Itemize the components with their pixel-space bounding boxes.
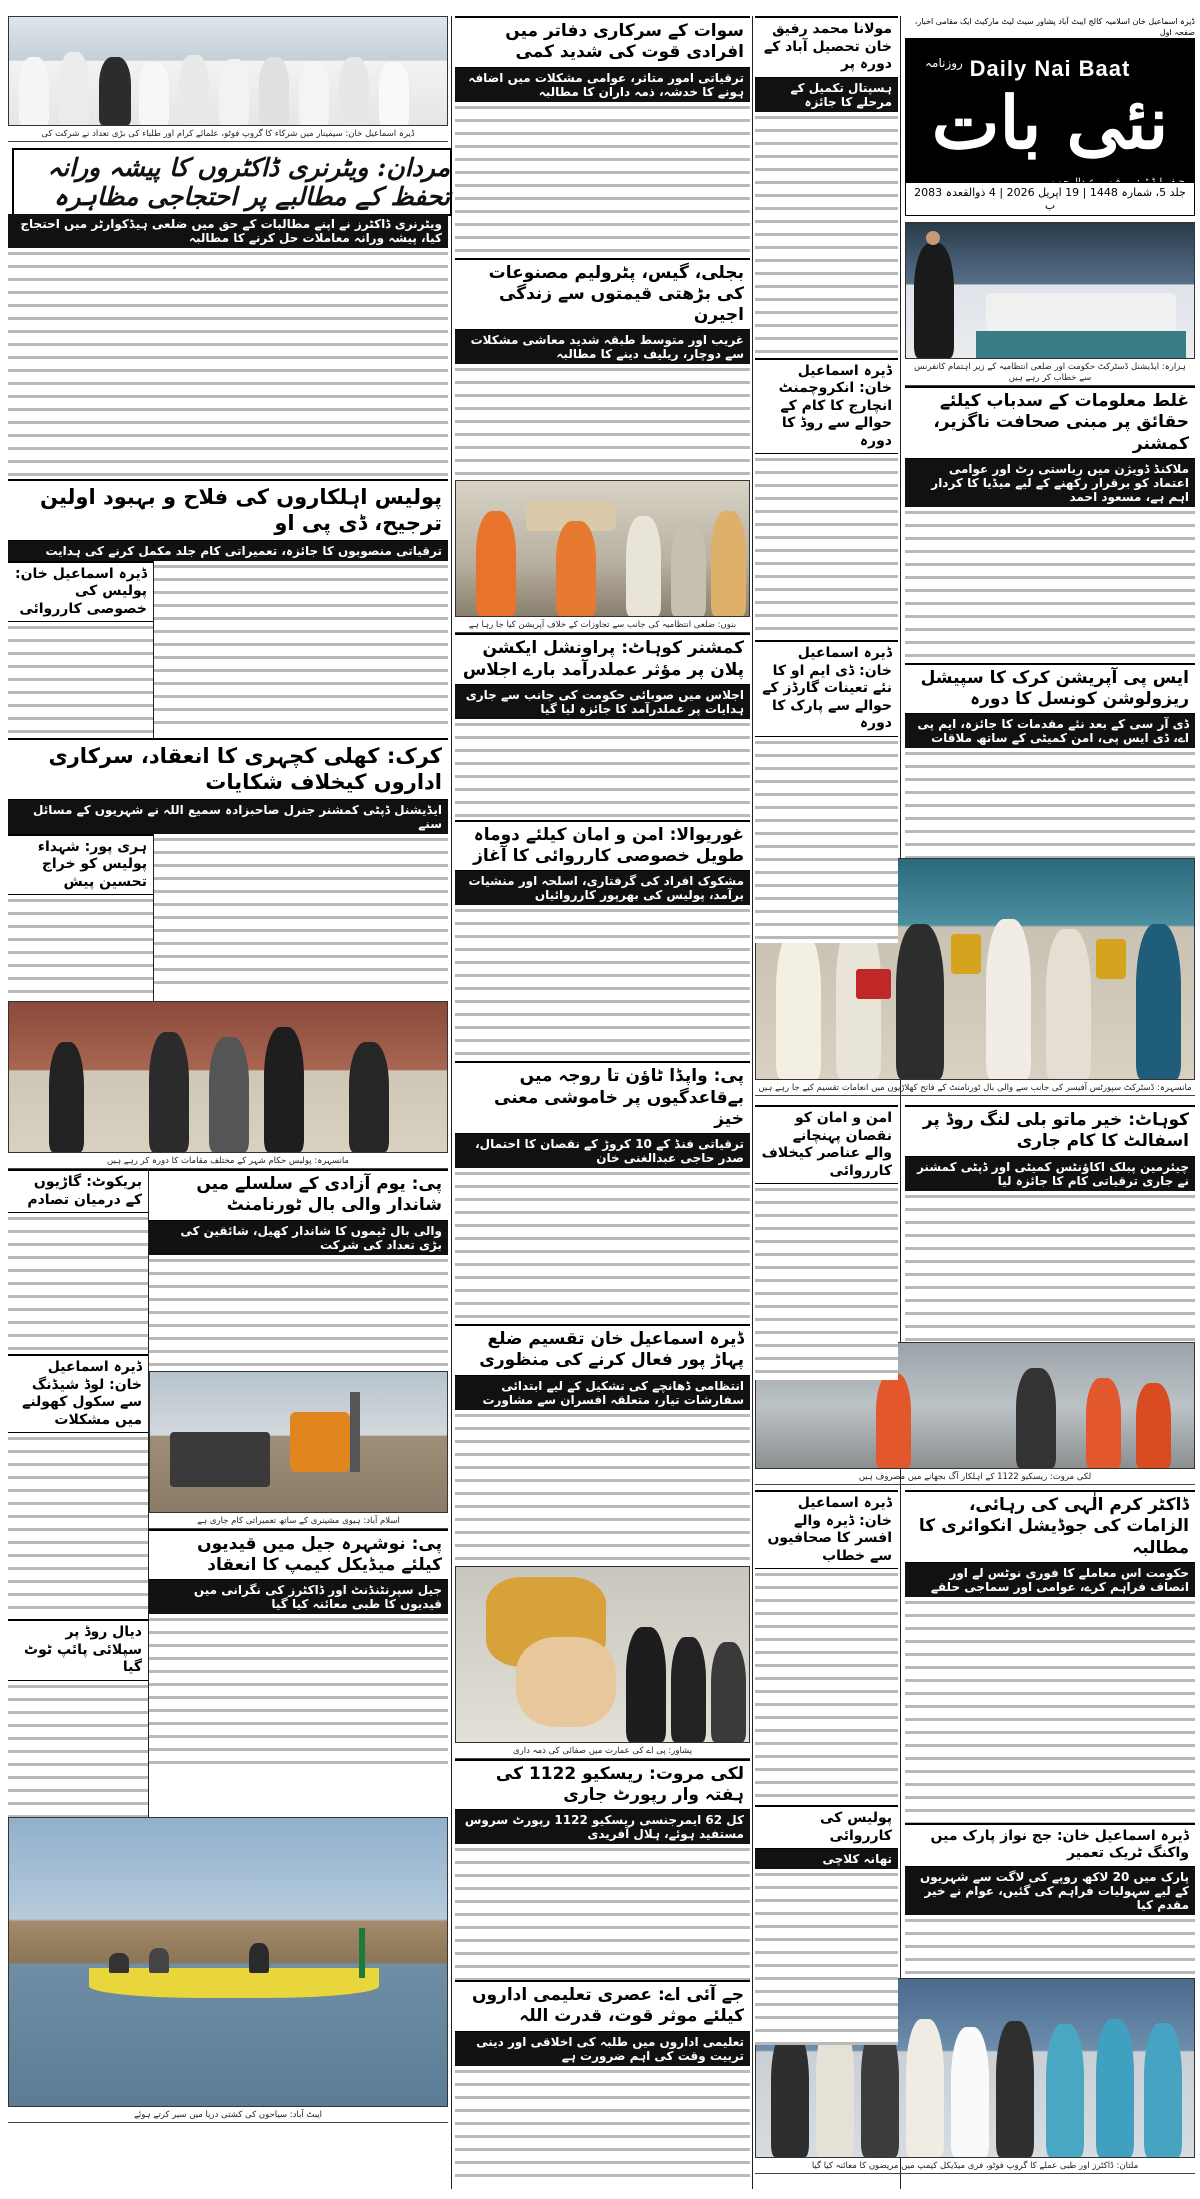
photo-caption: ڈیرہ اسماعیل خان: سیمینار میں شرکاء کا گروپ فوٹو، علمائے کرام اور طلباء کی بڑی تعداد نے شرکت کی [8, 126, 448, 142]
subheadline: ایڈیشنل ڈپٹی کمشنر جنرل صاحبزادہ سمیع اللہ نے شہریوں کے مسائل سنے [8, 800, 448, 834]
headline: ڈیرہ اسماعیل خان تقسیم ضلع پہاڑ پور فعال کرنے کی منظوری [455, 1324, 750, 1376]
photo-caption: مانسہرہ: پولیس حکام شہر کے مختلف مقامات کا دورہ کر رہے ہیں [8, 1153, 448, 1169]
headline: دیال روڈ پر سپلائی پائپ ٹوٹ گیا [8, 1619, 148, 1681]
article-body [455, 1844, 750, 1980]
masthead-top-strip: ڈیرہ اسماعیل خان اسلامیہ کالج ایبٹ آباد پشاور سیٹ لیٹ مارکیٹ ایک مقامی اخبار، صفحہ اول [905, 16, 1195, 39]
article-body [8, 895, 153, 1001]
conference-photo [905, 222, 1195, 359]
photo-caption: اسلام آباد: ہیوی مشینری کے ساتھ تعمیراتی کام جاری ہے [149, 1513, 448, 1529]
column-2 [455, 16, 750, 2189]
subheadline: تھانہ کلاچی [755, 1849, 898, 1869]
subheadline: اجلاس میں صوبائی حکومت کی جانب سے جاری ہدایات پر عملدرآمد کا جائزہ لیا گیا [455, 685, 750, 719]
article-body [755, 1569, 898, 1805]
article-body [905, 1597, 1195, 1823]
article-body [8, 1433, 148, 1619]
headline: کمشنر کوہاٹ: پراونشل ایکشن پلان پر مؤثر عملدرآمد بارے اجلاس [455, 633, 750, 685]
headline: ڈیرہ اسماعیل خان: جج نواز پارک میں واکنگ ٹریک تعمیر [905, 1823, 1195, 1867]
subheadline: ترقیاتی فنڈ کے 10 کروڑ کے نقصان کا احتمال، صدر حاجی عبدالغنی خان [455, 1134, 750, 1168]
sidebar-story [8, 834, 154, 1002]
headline: امن و امان کو نقصان پہنچانے والے عناصر کیخلاف کارروائی [755, 1105, 898, 1184]
subheadline: ملاکنڈ ڈویژن میں ریاستی رٹ اور عوامی اعتماد کو برقرار رکھنے کے لیے میڈیا کا کردار اہم ہے، مسعود احمد [905, 459, 1195, 507]
subheadline: ترقیاتی منصوبوں کا جائزہ، تعمیراتی کام جلد مکمل کرنے کی ہدایت [8, 541, 448, 561]
headline: مولانا محمد رفیق خان تحصیل آباد کے دورہ پر [755, 16, 898, 78]
article-body [455, 1168, 750, 1324]
headline: پولیس کی کارروائی [755, 1805, 898, 1849]
article-body [455, 364, 750, 480]
headline: جے آئی اے: عصری تعلیمی اداروں کیلئے موثر قوت، قدرت اللہ [455, 1980, 750, 2032]
sidebar-stories [8, 1169, 149, 1817]
headline: غوریوالا: امن و امان کیلئے دوماہ طویل خصوصی کارروائی کا آغاز [455, 820, 750, 872]
subheadline: ڈی آر سی کے بعد نئے مقدمات کا جائزہ، ایم پی اے، ڈی ایس پی، امن کمیٹی کے ساتھ ملاقات [905, 714, 1195, 748]
subheadline: چیئرمین پبلک اکاؤنٹس کمیٹی اور ڈپٹی کمشنر نے جاری ترقیاتی کام کا جائزہ لیا [905, 1157, 1195, 1191]
subheadline: ترقیاتی امور متاثر، عوامی مشکلات میں اضافہ ہونے کا خدشہ، ذمہ داران کا مطالبہ [455, 68, 750, 102]
subheadline: مشکوک افراد کی گرفتاری، اسلحہ اور منشیات برآمد، پولیس کی بھرپور کارروائیاں [455, 871, 750, 905]
article-body [455, 2066, 750, 2182]
masthead-name-ur: نئی بات [931, 80, 1169, 165]
story-block [149, 1169, 448, 1817]
article-body [8, 248, 448, 479]
operation-photo [455, 480, 750, 617]
article-body [154, 834, 448, 990]
photo-caption: پشاور: پی اے کی عمارت میں صفائی کی ذمہ داری [455, 1743, 750, 1759]
headline: ڈیرہ اسماعیل خان: پولیس کی خصوصی کارروائی [8, 561, 153, 623]
photo-caption: مانسہرہ: ڈسٹرکٹ سپورٹس آفیسر کی جانب سے والی بال ٹورنامنٹ کے فاتح کھلاڑیوں میں انعامات تقسیم کیے جا رہے ہیں [755, 1080, 1195, 1096]
headline: ڈیرہ اسماعیل خان: ڈی ایم او کا نئے تعینات گارڈز کے حوالے سے پارک کا دورہ [755, 640, 898, 737]
headline: بریکوٹ: گاڑیوں کے درمیان تصادم [8, 1169, 148, 1213]
article-body [455, 1410, 750, 1566]
headline: ہری پور: شہداء پولیس کو خراج تحسین پیش [8, 834, 153, 896]
subheadline: ویٹرنری ڈاکٹرز نے اپنے مطالبات کے حق میں ضلعی ہیڈکوارٹر میں احتجاج کیا، پیشہ ورانہ معاملات حل کرنے کا مطالبہ [8, 214, 448, 248]
subheadline: تعلیمی اداروں میں طلبہ کی اخلاقی اور دینی تربیت وقت کی اہم ضرورت ہے [455, 2032, 750, 2066]
subheadline: ہسپتال تکمیل کے مرحلے کا جائزہ [755, 78, 898, 112]
headline: سوات کے سرکاری دفاتر میں افرادی قوت کی شدید کمی [455, 16, 750, 68]
article-body [455, 102, 750, 258]
article-body [455, 905, 750, 1061]
headline: ڈیرہ اسماعیل خان: ڈیرہ والے افسر کا صحافیوں سے خطاب [755, 1490, 898, 1569]
article-body [755, 112, 898, 358]
subheadline: جیل سپرنٹنڈنٹ اور ڈاکٹرز کی نگرانی میں قیدیوں کا طبی معائنہ کیا گیا [149, 1580, 448, 1614]
boat-photo [8, 1817, 448, 2107]
column-3-lower [755, 1490, 898, 2189]
article-body [755, 737, 898, 943]
seminar-photo [8, 16, 448, 126]
photo-caption: ملتان: ڈاکٹرز اور طبی عملے کا گروپ فوٹو، فری میڈیکل کیمپ میں مریضوں کا معائنہ کیا گیا [755, 2158, 1195, 2174]
photo-caption: لکی مروت: ریسکیو 1122 کے اہلکار آگ بجھانے میں مصروف ہیں [755, 1469, 1195, 1485]
article-body [905, 507, 1195, 663]
headline: غلط معلومات کے سدباب کیلئے حقائق پر مبنی صحافت ناگزیر، کمشنر [905, 386, 1195, 459]
subheadline: غریب اور متوسط طبقہ شدید معاشی مشکلات سے دوچار، ریلیف دینے کا مطالبہ [455, 330, 750, 364]
masthead-logo [905, 16, 1195, 216]
headline: پی: واپڈا ٹاؤن تا روجہ میں بےقاعدگیوں پر خاموشی معنی خیز [455, 1061, 750, 1134]
construction-photo [149, 1371, 448, 1513]
headline: لکی مروت: ریسکیو 1122 کی ہفتہ وار رپورٹ جاری [455, 1759, 750, 1811]
photo-caption: بنوں: ضلعی انتظامیہ کی جانب سے تجاوزات کے خلاف آپریشن کیا جا رہا ہے [455, 617, 750, 633]
distribution-photo [455, 1566, 750, 1743]
article-body [8, 1213, 148, 1354]
article-body [8, 1681, 148, 1817]
subheadline: حکومت اس معاملے کا فوری نوٹس لے اور انصاف فراہم کرے، عوامی اور سماجی حلقے [905, 1563, 1195, 1597]
subheadline: پارک میں 20 لاکھ روپے کی لاگت سے شہریوں کے لیے سہولیات فراہم کی گئیں، عوام نے خیر مقدم کیا [905, 1867, 1195, 1915]
police-visit-photo [8, 1001, 448, 1153]
headline: بجلی، گیس، پٹرولیم مصنوعات کی بڑھتی قیمتوں سے زندگی اجیرن [455, 258, 750, 331]
headline: ڈیرہ اسماعیل خان: انکروچمنٹ انچارج کا کام کے حوالے سے روڈ کا دورہ [755, 358, 898, 455]
headline: پولیس اہلکاروں کی فلاح و بہبود اولین ترجیح، ڈی پی او [8, 479, 448, 541]
headline: کوہاٹ: خیر ماتو بلی لنگ روڈ پر اسفالٹ کا کام جاری [905, 1105, 1195, 1157]
subheadline: والی بال ٹیموں کا شاندار کھیل، شائقین کی بڑی تعداد کی شرکت [149, 1221, 448, 1255]
headline: ڈیرہ اسماعیل خان: لوڈ شیڈنگ سے سکول کھولنے میں مشکلات [8, 1354, 148, 1433]
headline: ایس پی آپریشن کرک کا سپیشل ریزولوشن کونسل کا دورہ [905, 663, 1195, 715]
article-body [755, 454, 898, 640]
article-body [149, 1614, 448, 1770]
masthead-name-en: Daily Nai Baat [969, 56, 1131, 81]
sidebar-story [8, 561, 154, 739]
column-rule [451, 16, 452, 2189]
photo-caption: ایبٹ آباد: سیاحوں کی کشتی دریا میں سیر کرتے ہوئے [8, 2107, 448, 2123]
article-body [755, 1184, 898, 1380]
headline: پی: نوشہرہ جیل میں قیدیوں کیلئے میڈیکل کیمپ کا انعقاد [149, 1529, 448, 1581]
article-body [455, 719, 750, 820]
column-rule [900, 16, 901, 2189]
masthead-date: جلد 5، شمارہ 1448 | 19 اپریل 2026 | 4 ذوالقعدہ 2083 ب [905, 182, 1195, 216]
article-body [149, 1255, 448, 1371]
article-body [8, 622, 153, 738]
headline: کرک: کھلی کچہری کا انعقاد، سرکاری اداروں کیخلاف شکایات [8, 738, 448, 800]
masthead-daily-label: روزنامہ [925, 56, 963, 70]
subheadline: انتظامی ڈھانچے کی تشکیل کے لیے ابتدائی سفارشات تیار، متعلقہ افسران سے مشاورت [455, 1376, 750, 1410]
headline: ڈاکٹر کرم الٰہی کی رہائی، الزامات کی جوڈیشل انکوائری کا مطالبہ [905, 1490, 1195, 1563]
subheadline: کل 62 ایمرجنسی ریسکیو 1122 رپورٹ سروس مستفید ہوئے، ہلال آفریدی [455, 1810, 750, 1844]
headline: پی: یوم آزادی کے سلسلے میں شاندار والی بال ٹورنامنٹ [149, 1169, 448, 1221]
lead-banner-headline: مردان: ویٹرنری ڈاکٹروں کا پیشہ ورانہ تحفظ کے مطالبے پر احتجاجی مظاہرہ [12, 148, 452, 216]
article-body [755, 1869, 898, 2045]
photo-caption: ہزارہ: ایڈیشنل ڈسٹرکٹ حکومت اور ضلعی انتظامیہ کے زیر اہتمام کانفرنس سے خطاب کر رہے ہیں [905, 359, 1195, 386]
column-1-lower [8, 214, 448, 2189]
article-body [154, 561, 448, 727]
column-rule [752, 16, 753, 2189]
